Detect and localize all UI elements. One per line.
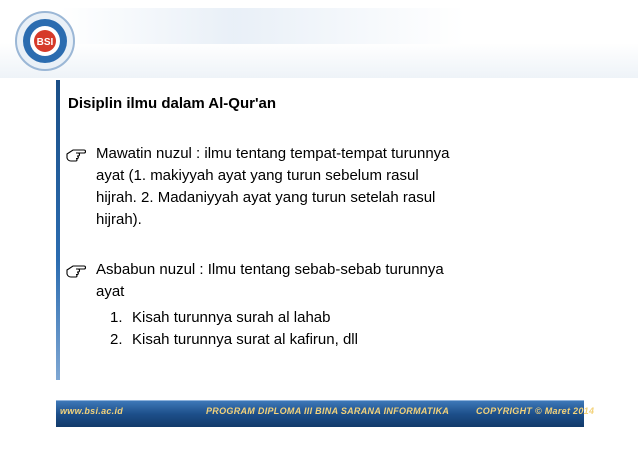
list-item: [110, 329, 358, 351]
header-stripe: [60, 8, 638, 44]
pointing-hand-icon: [66, 146, 86, 164]
logo-text: BSI: [36, 37, 54, 48]
list-number: 2.: [110, 331, 123, 348]
left-accent-bar: [56, 80, 60, 380]
list-text: Kisah turunnya surat al kafirun, dll: [132, 331, 358, 348]
bullet-asbabun-nuzul: [96, 259, 563, 303]
text-line: hijrah. 2. Madaniyyah ayat yang turun setelah rasul: [96, 189, 436, 206]
numbered-list: [110, 307, 358, 351]
text-line: hijrah).: [96, 211, 142, 228]
text-line: ayat (1. makiyyah ayat yang turun sebelum rasul: [96, 167, 419, 184]
text-line: ayat: [96, 283, 125, 300]
text-line: Asbabun nuzul : Ilmu tentang sebab-sebab turunnya: [96, 261, 444, 278]
bullet-mawatin-nuzul: [96, 143, 563, 231]
pointing-hand-icon: [66, 262, 86, 280]
bsi-logo: [14, 10, 76, 72]
list-text: Kisah turunnya surah al lahab: [132, 309, 331, 326]
footer-website: www.bsi.ac.id: [60, 406, 124, 416]
list-number: 1.: [110, 309, 123, 326]
footer-copyright: COPYRIGHT © Maret 2014: [476, 406, 595, 416]
text-line: Mawatin nuzul : ilmu tentang tempat-tempat turunnya: [96, 145, 450, 162]
list-item: [110, 307, 358, 329]
slide-title: Disiplin ilmu dalam Al-Qur'an: [68, 95, 277, 112]
footer-program: PROGRAM DIPLOMA III BINA SARANA INFORMATIKA: [206, 406, 450, 416]
